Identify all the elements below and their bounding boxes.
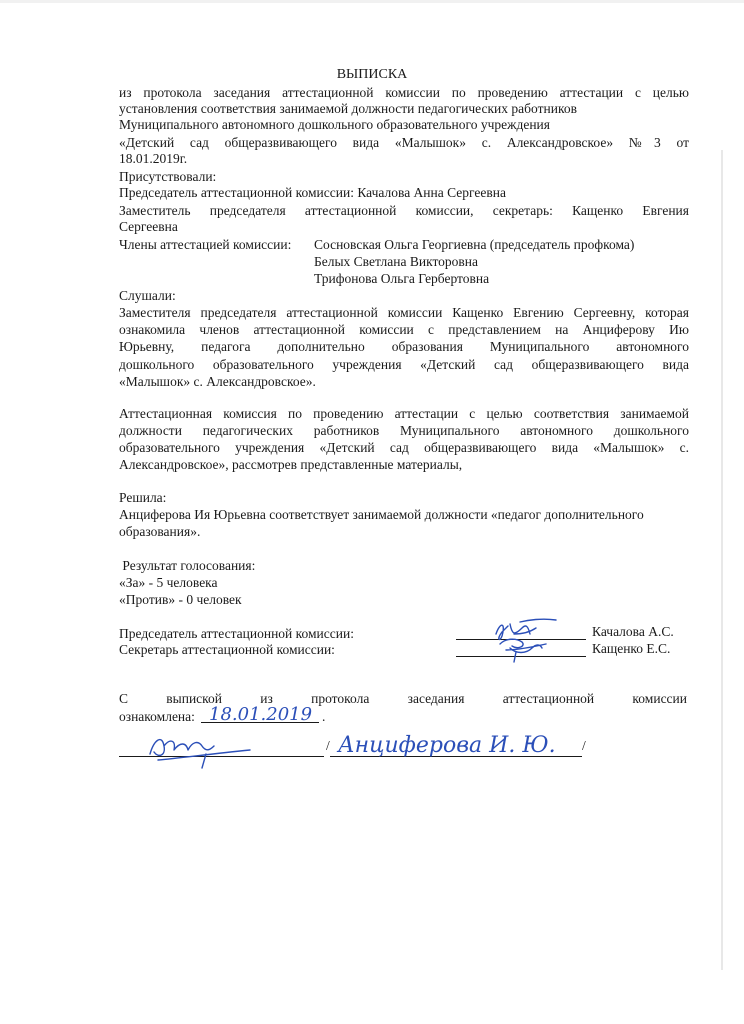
- heard-line: «Малышок» с. Александровское».: [119, 374, 316, 389]
- member-item: Белых Светлана Викторовна: [314, 254, 479, 269]
- acquainted-suffix: .: [322, 709, 326, 724]
- acquainted-line: С выпиской из протокола заседания аттестационной комиссии: [119, 691, 687, 706]
- commission-line: образовательного учреждения «Детский сад общеразвивающего вида «Малышок» с.: [119, 440, 689, 455]
- vote-against: «Против» - 0 человек: [119, 592, 242, 607]
- decided-line: Анциферова Ия Юрьевна соответствует занимаемой должности «педагог дополнительного: [119, 507, 644, 522]
- handwritten-date: [201, 700, 323, 726]
- chair-name: Качалова А.С.: [592, 624, 674, 639]
- acquainted-signature: [140, 724, 270, 774]
- members-label: Члены аттестацией комиссии:: [119, 237, 292, 252]
- deputy-line: Заместитель председателя аттестационной комиссии, секретарь: Кащенко Евгения: [119, 203, 689, 218]
- signature-end-mark: /: [582, 738, 586, 753]
- member-item: Сосновская Ольга Георгиевна (председатель профкома): [314, 237, 635, 252]
- heard-line: Юрьевну, педагога дополнительно образования Муниципального автономного: [119, 339, 689, 354]
- deputy-line: Сергеевна: [119, 219, 178, 234]
- chair-line: Председатель аттестационной комиссии: Качалова Анна Сергеевна: [119, 185, 506, 200]
- decided-line: образования».: [119, 524, 201, 539]
- handwritten-name: [334, 724, 584, 764]
- header-line: Муниципального автономного дошкольного образовательного учреждения: [119, 117, 550, 132]
- scan-margin-mark: [721, 150, 723, 970]
- header-line: установления соответствия занимаемой должности педагогических работников: [119, 101, 577, 116]
- present-label: Присутствовали:: [119, 169, 217, 184]
- header-line: «Детский сад общеразвивающего вида «Малышок» с. Александровское» №3 от: [119, 135, 689, 150]
- heard-line: ознакомила членов аттестационной комиссии с представлением на Анциферову Ию: [119, 322, 689, 337]
- heard-label: Слушали:: [119, 288, 176, 303]
- document-title: ВЫПИСКА: [336, 67, 408, 82]
- vote-for: «За» - 5 человека: [119, 575, 218, 590]
- secretary-signature: [456, 632, 586, 666]
- handwritten-name-text: Анциферова И. Ю.: [338, 733, 556, 758]
- scan-edge: [0, 0, 744, 3]
- chair-role: Председатель аттестационной комиссии:: [119, 626, 354, 641]
- vote-label: Результат голосования:: [119, 558, 256, 573]
- handwritten-date-text: 18.01.2019: [209, 704, 313, 725]
- secretary-role: Секретарь аттестационной комиссии:: [119, 642, 335, 657]
- decided-label: Решила:: [119, 490, 167, 505]
- commission-line: Александровское», рассмотрев представленные материалы,: [119, 457, 463, 472]
- heard-line: дошкольного образовательного учреждения «Детский сад общеразвивающего вида: [119, 357, 689, 372]
- secretary-name: Кащенко Е.С.: [592, 641, 671, 656]
- commission-line: должности педагогических работников Муниципального автономного дошкольного: [119, 423, 689, 438]
- member-item: Трифонова Ольга Гербертовна: [314, 271, 490, 286]
- acquainted-prefix: ознакомлена:: [119, 709, 195, 724]
- heard-line: Заместителя председателя аттестационной комиссии Кащенко Евгению Сергеевну, которая: [119, 305, 689, 320]
- signature-separator: /: [326, 738, 330, 753]
- header-line: из протокола заседания аттестационной комиссии по проведению аттестации с целью: [119, 85, 689, 100]
- commission-line: Аттестационная комиссия по проведению аттестации с целью соответствия занимаемой: [119, 406, 689, 421]
- header-line: 18.01.2019г.: [119, 151, 188, 166]
